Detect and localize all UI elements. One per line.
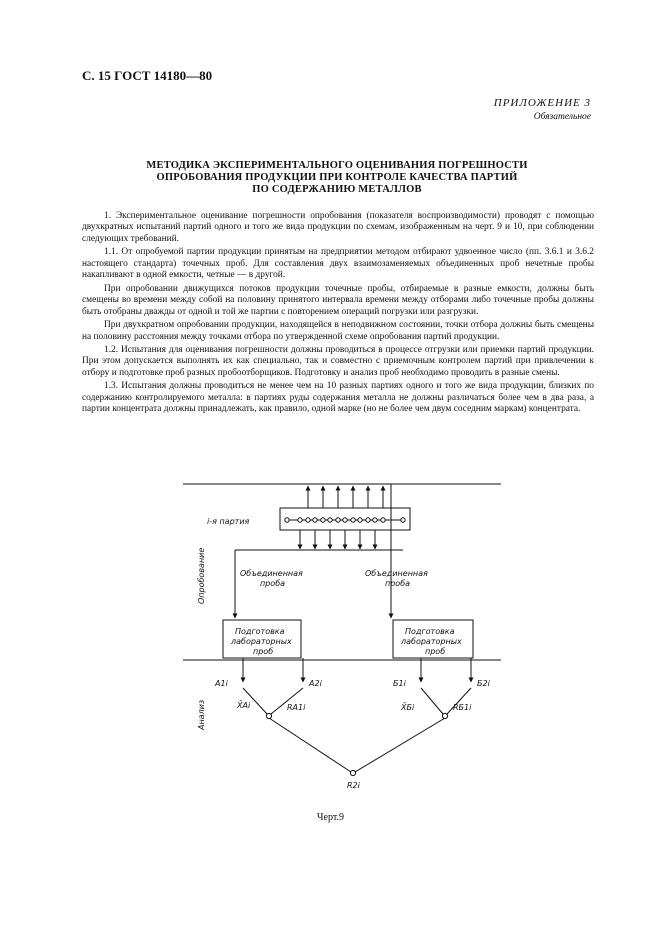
link-b1-node bbox=[421, 688, 443, 714]
range-total-label: R2i bbox=[347, 781, 360, 790]
link-node-b-total bbox=[355, 718, 445, 772]
prep-left-line2: лабораторных bbox=[231, 637, 292, 646]
title-line-3: ПО СОДЕРЖАНИЮ МЕТАЛЛОВ bbox=[252, 184, 422, 195]
paragraph-1: 1. Экспериментальное оценивание погрешности опробования (показателя воспроизводимости) проводят с помощью двухкратных испытаний партий одного и того же вида продукции по схемам, изображенным на черт. 9 и 10, при соблюдении следующих требований. bbox=[82, 211, 594, 244]
page-header: С. 15 ГОСТ 14180—80 bbox=[82, 68, 213, 83]
title-line-1: МЕТОДИКА ЭКСПЕРИМЕНТАЛЬНОГО ОЦЕНИВАНИЯ ПОГРЕШНОСТИ bbox=[146, 160, 528, 171]
document-title bbox=[82, 160, 592, 196]
prep-right-line3: проб bbox=[425, 647, 446, 656]
node-b bbox=[442, 713, 447, 718]
lot-label: i-я партия bbox=[207, 517, 250, 526]
combined-right-line1: Объединенная bbox=[365, 569, 428, 578]
title-line-2: ОПРОБОВАНИЯ ПРОДУКЦИИ ПРИ КОНТРОЛЕ КАЧЕСТВА ПАРТИЙ bbox=[156, 172, 518, 183]
node-total bbox=[350, 770, 355, 775]
point-sample-arrows bbox=[300, 486, 383, 549]
paragraph-moving-flows: При опробовании движущихся потоков продукции точечные пробы, отбираемые в разные емкости, должны быть смещены во времени между собой на половину принятого интервала времени между отборами либо точечные пробы должны быть отобраны дважды от одной и той же партии с повторением операций погрузки или разгрузки. bbox=[82, 283, 594, 317]
prep-left-line3: проб bbox=[253, 647, 274, 656]
appendix-block bbox=[494, 96, 591, 124]
appendix-status: Обязательное bbox=[533, 112, 591, 122]
node-a bbox=[266, 713, 271, 718]
sampling-scheme-diagram bbox=[175, 472, 505, 792]
body-text bbox=[82, 211, 594, 416]
combined-right-line2: проба bbox=[385, 579, 411, 588]
paragraph-1-1: 1.1. От опробуемой партии продукции принятым на предприятии методом отбирают удвоенное число (пп. 3.6.1 и 3.6.2 настоящего стандарта) точечных проб. Для составления двух взаимозаменяемых объединенных проб нечетные пробы накапливают в одной емкости, четные — в другой. bbox=[82, 247, 594, 281]
figure-caption: Черт.9 bbox=[317, 812, 344, 823]
sampling-scheme-figure bbox=[175, 472, 505, 792]
prep-left-line1: Подготовка bbox=[235, 627, 285, 636]
label-analysis: Анализ bbox=[197, 699, 206, 730]
appendix-label: ПРИЛОЖЕНИЕ 3 bbox=[493, 97, 591, 109]
range-b-label: RБ1i bbox=[453, 703, 472, 712]
mean-b-label: X̄Бi bbox=[401, 703, 415, 712]
range-a-label: RA1i bbox=[287, 703, 306, 712]
combined-left-line2: проба bbox=[260, 579, 286, 588]
prep-right-line2: лабораторных bbox=[401, 637, 462, 646]
result-b2-label: Б2i bbox=[477, 679, 490, 688]
combined-left-line1: Объединенная bbox=[240, 569, 303, 578]
paragraph-static: При двухкратном опробовании продукции, находящейся в неподвижном состоянии, точки отбора должны быть смещены на половину расстояния между точками отбора по утвержденной схеме опробования партий продукции. bbox=[82, 320, 594, 342]
link-node-a-total bbox=[269, 718, 351, 772]
prep-right-line1: Подготовка bbox=[405, 627, 455, 636]
result-a1-label: A1i bbox=[215, 679, 228, 688]
mean-a-label: X̄Ai bbox=[237, 701, 251, 710]
label-sampling: Опробование bbox=[197, 547, 206, 604]
paragraph-1-2: 1.2. Испытания для оценивания погрешности должны проводиться в процессе отгрузки или приемки партий продукции. При этом допускается выполнять их как специально, так и совместно с приемочным контролем партий при привлечении к отбору и подготовке проб разных пробоотборщиков. Подготовку и анализ проб необходимо проводить в разные смены. bbox=[82, 344, 594, 378]
result-b1-label: Б1i bbox=[393, 679, 406, 688]
result-a2-label: A2i bbox=[309, 679, 322, 688]
paragraph-1-3: 1.3. Испытания должны проводиться не менее чем на 10 разных партиях одного и того же вида продукции, близких по содержанию контролируемого металла: в партиях руды содержания металла не должны различаться более чем в два раза, а партии концентрата должны принадлежать, как правило, одной марке (но не более чем двум соседним маркам) концентрата. bbox=[82, 381, 594, 415]
